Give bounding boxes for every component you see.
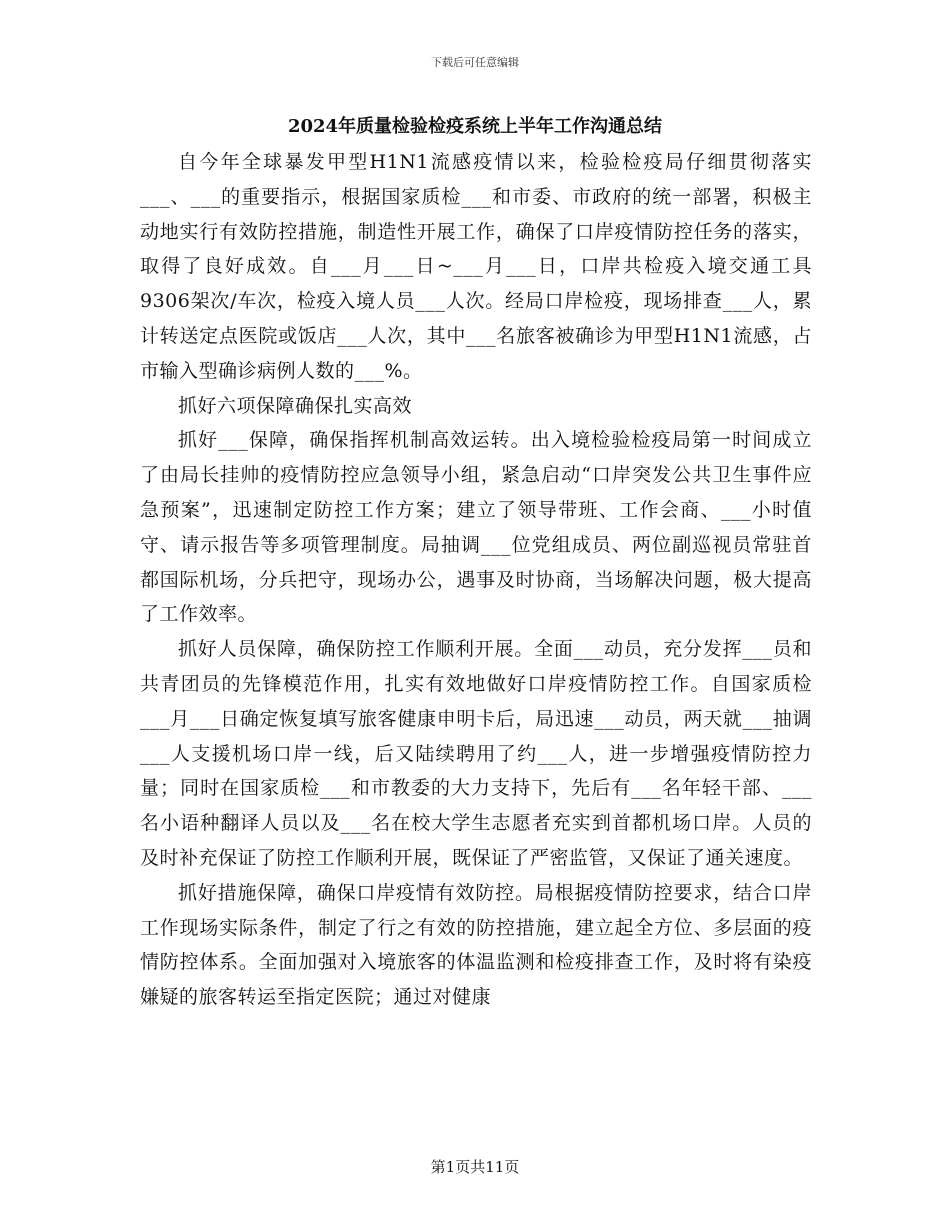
section-heading: 抓好六项保障确保扎实高效: [178, 394, 413, 417]
document-body: [140, 145, 812, 1015]
paragraph-personnel-guarantee: 抓好人员保障，确保防控工作顺利开展。全面___动员，充分发挥___员和共青团员的先锋模范作用，扎实有效地做好口岸疫情防控工作。自国家质检___月___日确定恢复填写旅客健康申明卡后，局迅速___动员，两天就___抽调___人支援机场口岸一线，后又陆续聘用了约___人，进一步增强疫情防控力量；同时在国家质检___和市教委的大力支持下，先后有___名年轻干部、___名小语种翻译人员以及___名在校大学生志愿者充实到首都机场口岸。人员的及时补充保证了防控工作顺利开展，既保证了严密监管，又保证了通关速度。: [140, 638, 812, 869]
paragraph-measures-guarantee: 抓好措施保障，确保口岸疫情有效防控。局根据疫情防控要求，结合口岸工作现场实际条件，制定了行之有效的防控措施，建立起全方位、多层面的疫情防控体系。全面加强对入境旅客的体温监测和检疫排查工作，及时将有染疫嫌疑的旅客转运至指定医院；通过对健康: [140, 881, 812, 1009]
paragraph-intro: 自今年全球暴发甲型H1N1流感疫情以来，检验检疫局仔细贯彻落实___、___的重要指示，根据国家质检___和市委、市政府的统一部署，积极主动地实行有效防控措施，制造性开展工作，确保了口岸疫情防控任务的落实，取得了良好成效。自___月___日~___月___日，口岸共检疫入境交通工具9306架次/车次，检疫入境人员___人次。经局口岸检疫，现场排查___人，累计转送定点医院或饭店___人次，其中___名旅客被确诊为甲型H1N1流感，占市输入型确诊病例人数的___%。: [140, 151, 812, 382]
page-number: 第1页共11页: [430, 1158, 520, 1176]
document-title: 2024年质量检验检疫系统上半年工作沟通总结: [287, 116, 663, 137]
paragraph-command-guarantee: 抓好___保障，确保指挥机制高效运转。出入境检验检疫局第一时间成立了由局长挂帅的疫情防控应急领导小组，紧急启动“口岸突发公共卫生事件应急预案”，迅速制定防控工作方案；建立了领导带班、工作会商、___小时值守、请示报告等多项管理制度。局抽调___位党组成员、两位副巡视员常驻首都国际机场，分兵把守，现场办公，遇事及时协商，当场解决问题，极大提高了工作效率。: [140, 429, 812, 626]
page-header-note: 下载后可任意编辑: [431, 56, 519, 69]
